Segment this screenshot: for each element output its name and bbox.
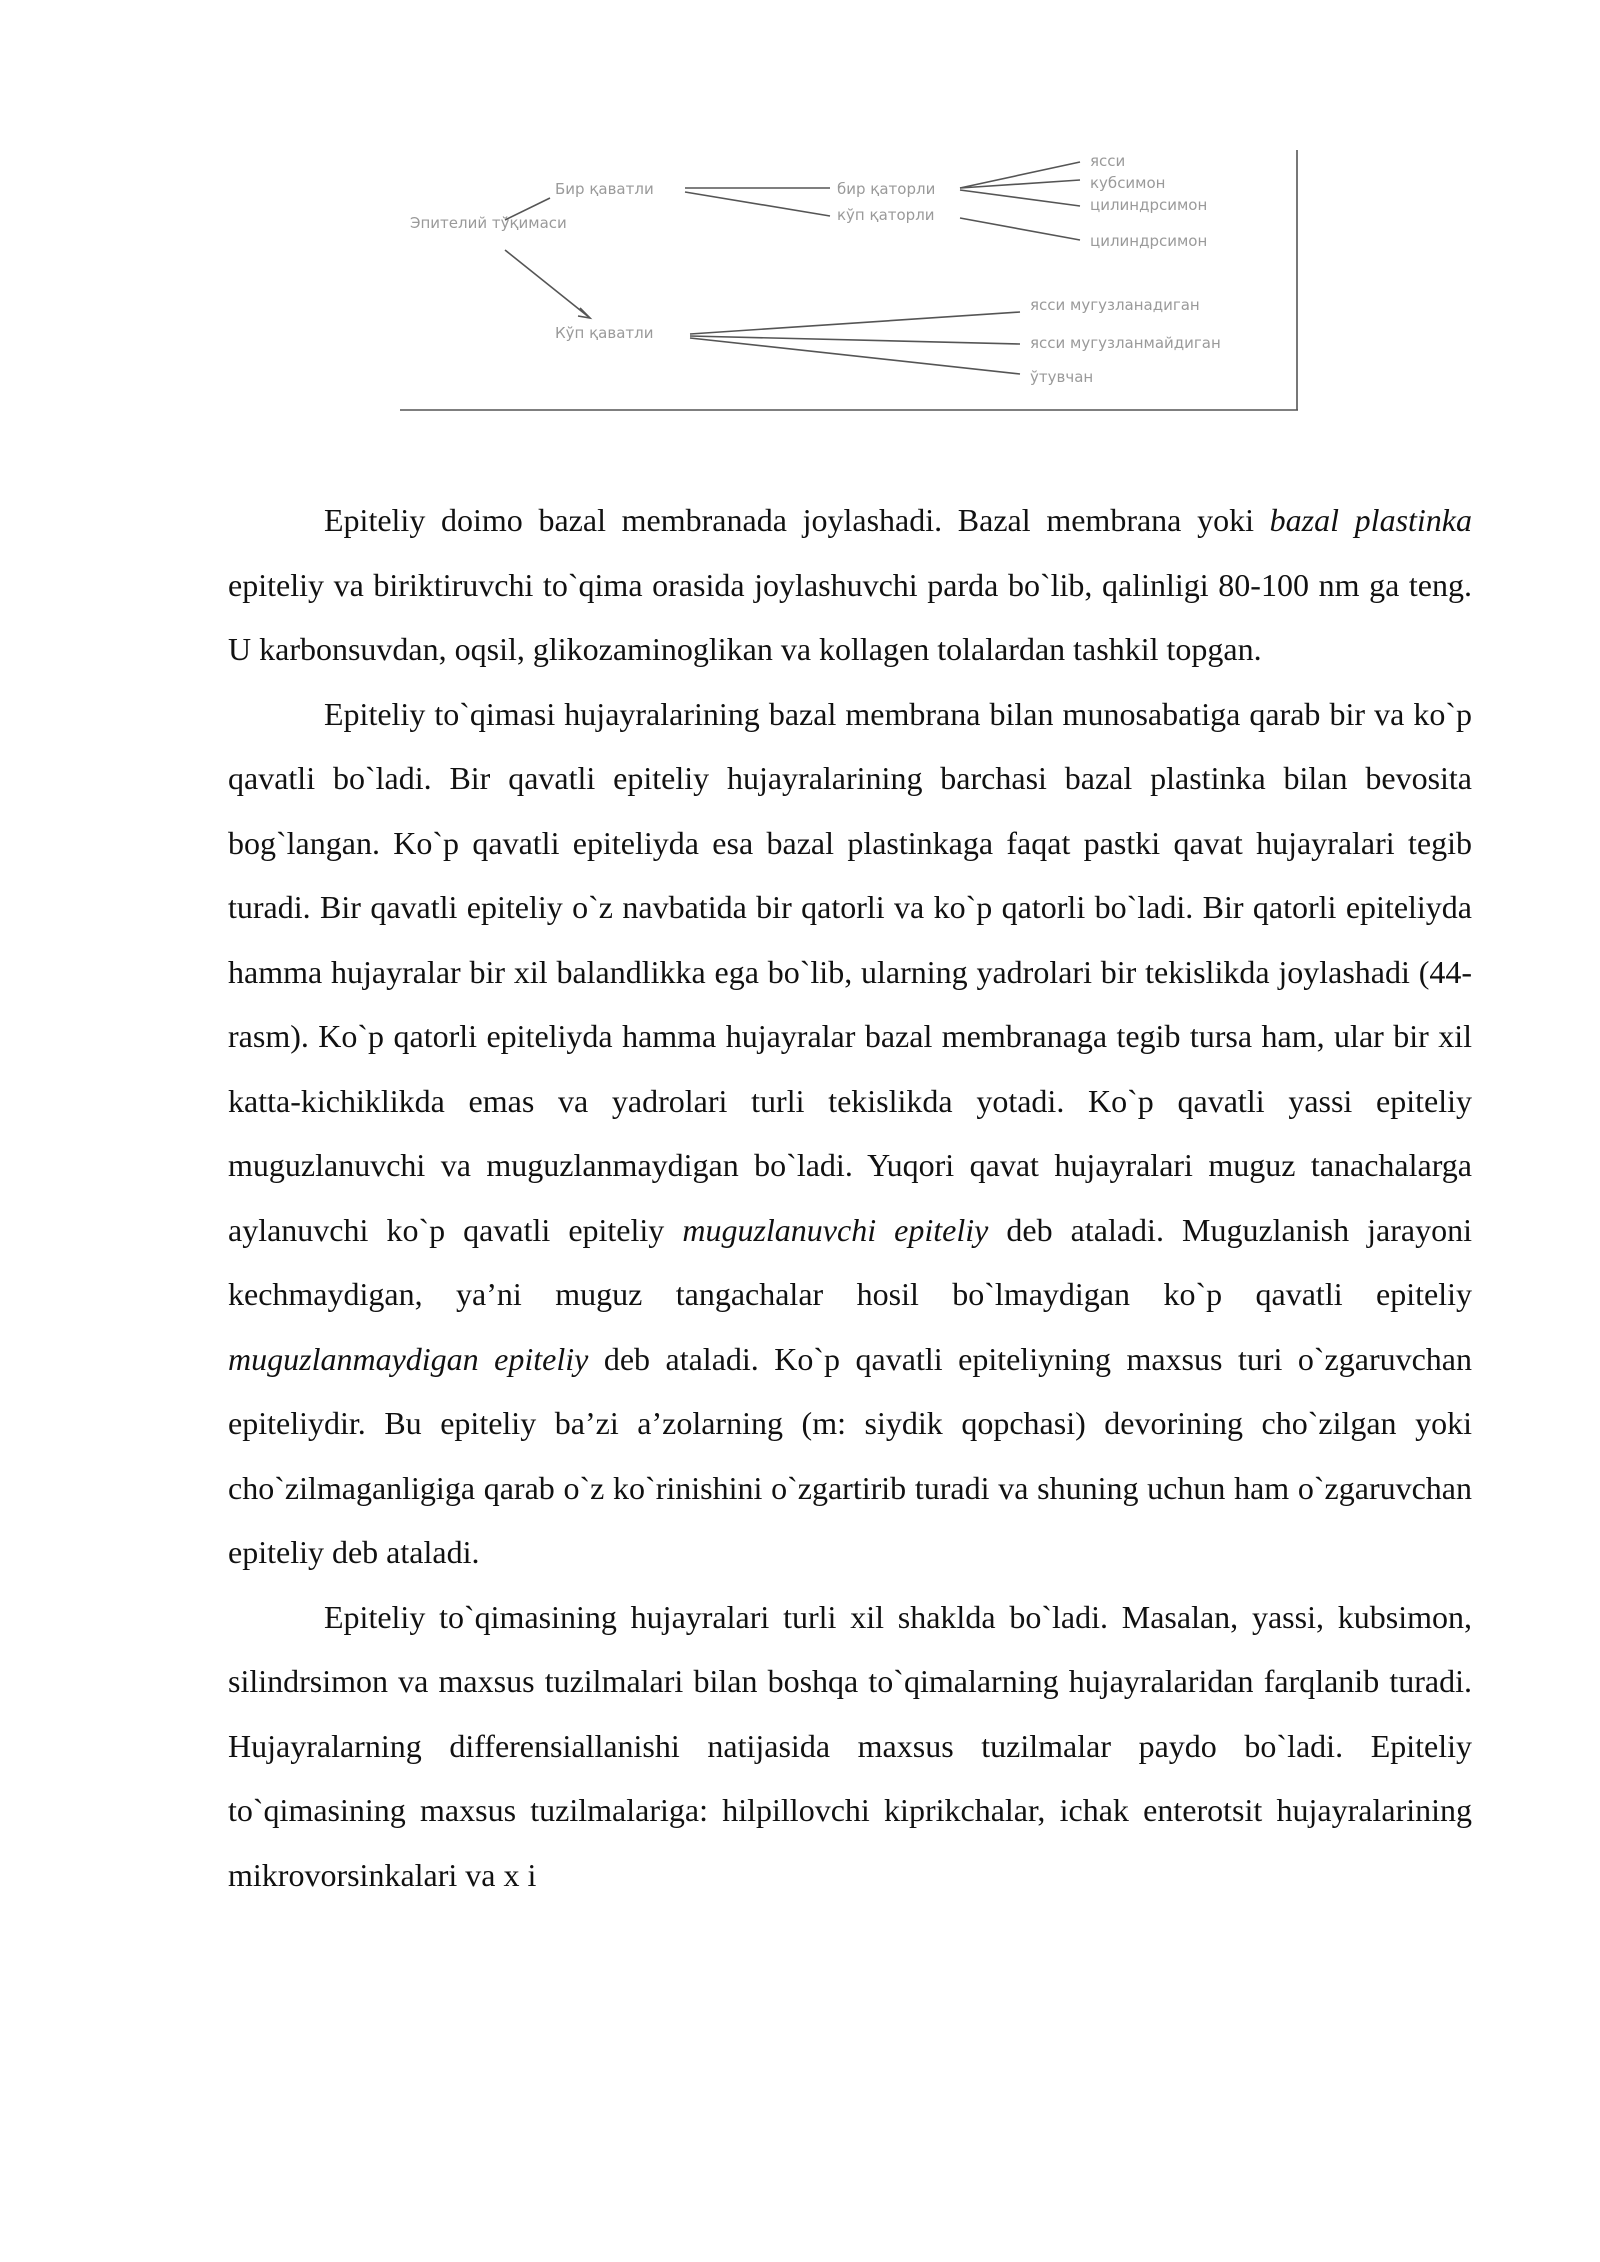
node-cuboid: кубсимон [1090, 174, 1166, 192]
edge-cylindrical [960, 190, 1080, 206]
edge-multi-row-cyl [960, 218, 1080, 240]
node-transitional: ўтувчан [1030, 368, 1094, 386]
node-non-keratinizing: ясси мугузланмайдиган [1030, 334, 1221, 352]
node-cylindrical: цилиндрсимон [1090, 196, 1208, 214]
paragraph-2: Epiteliy to`qimasi hujayralarining bazal membrana bilan munosabatiga qarab bir va ko`p qavatli bo`ladi. Bir qavatli epiteliy hujayralarining barchasi bazal plastinka bilan bevosita bog`langan. Ko`p qavatli epiteliyda esa bazal plastinkaga faqat pastki qavat hujayralari tegib turadi. Bir qavatli epiteliy o`z navbatida bir qatorli va ko`p qatorli bo`ladi. Bir qatorli epiteliyda hamma hujayralar bir xil balandlikka ega bo`lib, ularning yadrolari bir tekislikda joylashadi (44-rasm). Ko`p qatorli epiteliyda hamma hujayralar bazal membranaga tegib tursa ham, ular bir xil katta-kichiklikda emas va yadrolari turli tekislikda yotadi. Ko`p qavatli yassi epiteliy muguzlanuvchi va muguzlanmaydigan bo`ladi. Yuqori qavat hujayralari muguz tanachalarga aylanuvchi ko`p qavatli epiteliy muguzlanuvchi epiteliy deb ataladi. Muguzlanish jarayoni kechmaydigan, ya’ni muguz tangachalar hosil bo`lmaydigan ko`p qavatli epiteliy muguzlanmaydigan epiteliy deb ataladi. Ko`p qavatli epiteliyning maxsus turi o`zgaruvchan epiteliydir. Bu epiteliy ba’zi a’zolarning (m: siydik qopchasi) devorining cho`zilgan yoki cho`zilmaganligiga qarab o`z ko`rinishini o`zgartirib turadi va shuning uchun ham o`zgaruvchan epiteliy deb ataladi. [228, 695, 1473, 1570]
node-root-1: Эпителий тўқимаси [410, 214, 567, 232]
node-multi-row: кўп қаторли [837, 206, 935, 224]
node-single-layer: Бир қаватли [555, 180, 654, 198]
node-single-row: бир қаторли [837, 180, 936, 198]
node-keratinizing: ясси мугузланадиган [1030, 296, 1200, 314]
edge-multi-row [685, 192, 830, 216]
term-muguzlanmaydigan-epiteliy: muguzlanmaydigan epiteliy [228, 1340, 589, 1377]
paragraph-1: Epiteliy doimo bazal membranada joylashadi. Bazal membrana yoki bazal plastinka epiteliy va biriktiruvchi to`qima orasida joylashuvchi parda bo`lib, qalinligi 80-100 nm ga teng. U karbonsuvdan, oqsil, glikozaminoglikan va kollagen tolalardan tashkil topgan. [228, 502, 1473, 667]
term-bazal-plastinka: bazal plastinka [1269, 502, 1473, 538]
edge-root-multi [505, 250, 590, 318]
paragraph-3: Epiteliy to`qimasining hujayralari turli xil shaklda bo`ladi. Masalan, yassi, kubsimon, silindrsimon va maxsus tuzilmalari bilan boshqa to`qimalarning hujayralaridan farqlanib turadi. Hujayralarning differensiallanishi natijasida maxsus tuzilmalar paydo bo`ladi. Epiteliy to`qimasining maxsus tuzilmalariga: hilpillovchi kiprikchalar, ichak enterotsit hujayralarining mikrovorsinkalari va x i [228, 1598, 1472, 1893]
epithelium-classification-diagram [400, 148, 1300, 416]
body-text [228, 488, 1472, 1907]
term-muguzlanuvchi-epiteliy: muguzlanuvchi epiteliy [682, 1211, 989, 1248]
node-multi-layer: Кўп қаватли [555, 324, 654, 342]
node-multi-row-cylindrical: цилиндрсимон [1090, 232, 1208, 250]
node-flat: ясси [1090, 152, 1126, 170]
edge-keratinizing [690, 312, 1020, 334]
